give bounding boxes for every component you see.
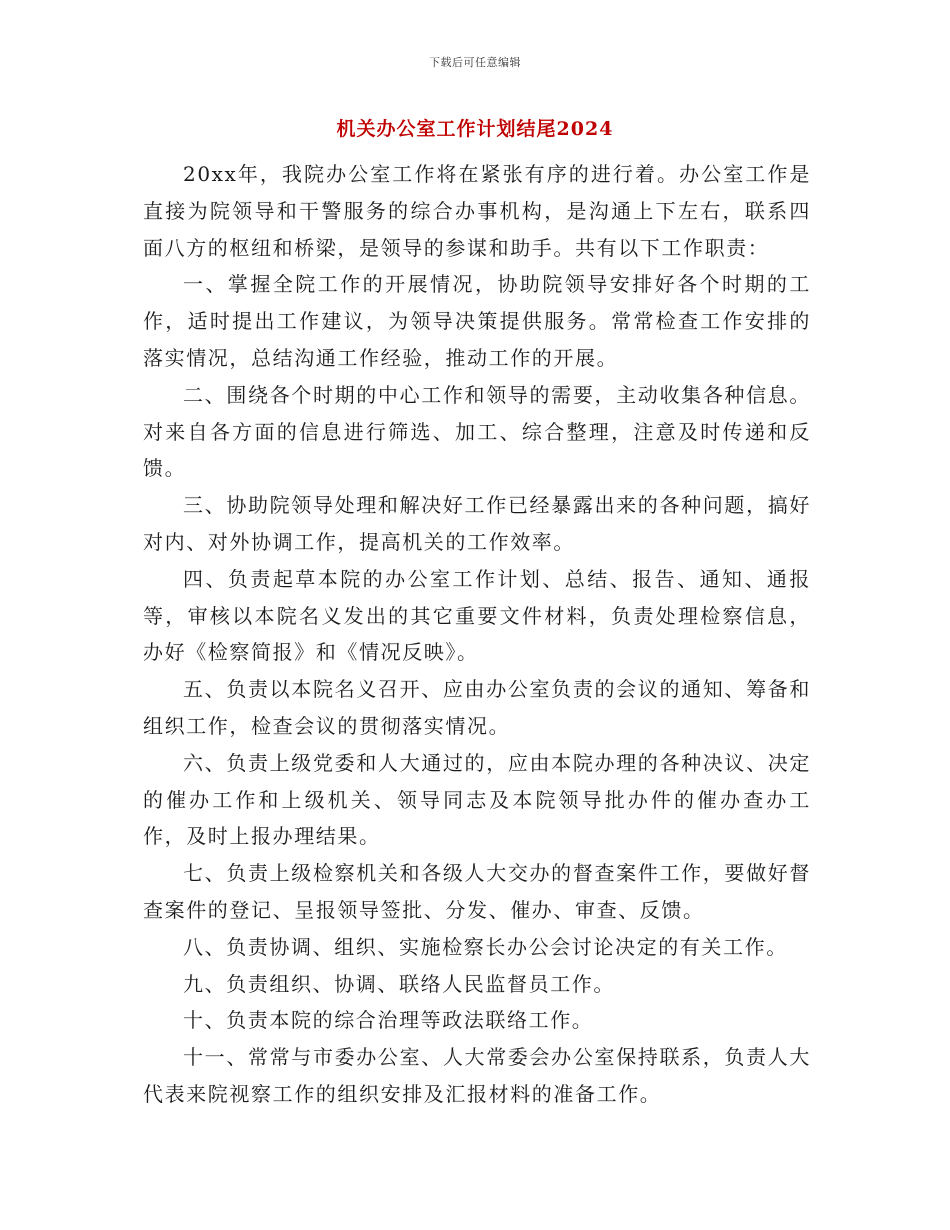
paragraph-item-11: 十一、常常与市委办公室、人大常委会办公室保持联系，负责人大代表来院视察工作的组织安排及汇报材料的准备工作。	[143, 1045, 811, 1106]
paragraph-item-1: 一、掌握全院工作的开展情况，协助院领导安排好各个时期的工作，适时提出工作建议，为领导决策提供服务。常常检查工作安排的落实情况，总结沟通工作经验，推动工作的开展。	[143, 272, 811, 370]
document-title: 机关办公室工作计划结尾2024	[336, 118, 614, 140]
paragraph-item-3: 三、协助院领导处理和解决好工作已经暴露出来的各种问题，搞好对内、对外协调工作，提高机关的工作效率。	[143, 493, 811, 554]
paragraph-item-6: 六、负责上级党委和人大通过的，应由本院办理的各种决议、决定的催办工作和上级机关、领导同志及本院领导批办件的催办查办工作，及时上报办理结果。	[143, 750, 811, 849]
paragraph-item-9: 九、负责组织、协调、联络人民监督员工作。	[183, 971, 615, 996]
header-note: 下载后可任意编辑	[429, 56, 521, 69]
paragraph-item-8: 八、负责协调、组织、实施检察长办公会讨论决定的有关工作。	[183, 934, 788, 959]
paragraph-item-10: 十、负责本院的综合治理等政法联络工作。	[183, 1008, 594, 1033]
paragraph-item-7: 七、负责上级检察机关和各级人大交办的督查案件工作，要做好督查案件的登记、呈报领导签批、分发、催办、审查、反馈。	[143, 861, 811, 922]
paragraph-item-5: 五、负责以本院名义召开、应由办公室负责的会议的通知、筹备和组织工作，检查会议的贯彻落实情况。	[143, 677, 811, 738]
paragraph-item-2: 二、围绕各个时期的中心工作和领导的需要，主动收集各种信息。对来自各方面的信息进行筛选、加工、综合整理，注意及时传递和反馈。	[143, 382, 811, 481]
paragraph-intro: 20xx年，我院办公室工作将在紧张有序的进行着。办公室工作是直接为院领导和干警服务的综合办事机构，是沟通上下左右，联系四面八方的枢纽和桥梁，是领导的参谋和助手。共有以下工作职责：	[143, 162, 811, 260]
document-body	[143, 156, 811, 1113]
paragraph-item-4: 四、负责起草本院的办公室工作计划、总结、报告、通知、通报等，审核以本院名义发出的其它重要文件材料，负责处理检察信息，办好《检察简报》和《情况反映》。	[143, 566, 811, 665]
